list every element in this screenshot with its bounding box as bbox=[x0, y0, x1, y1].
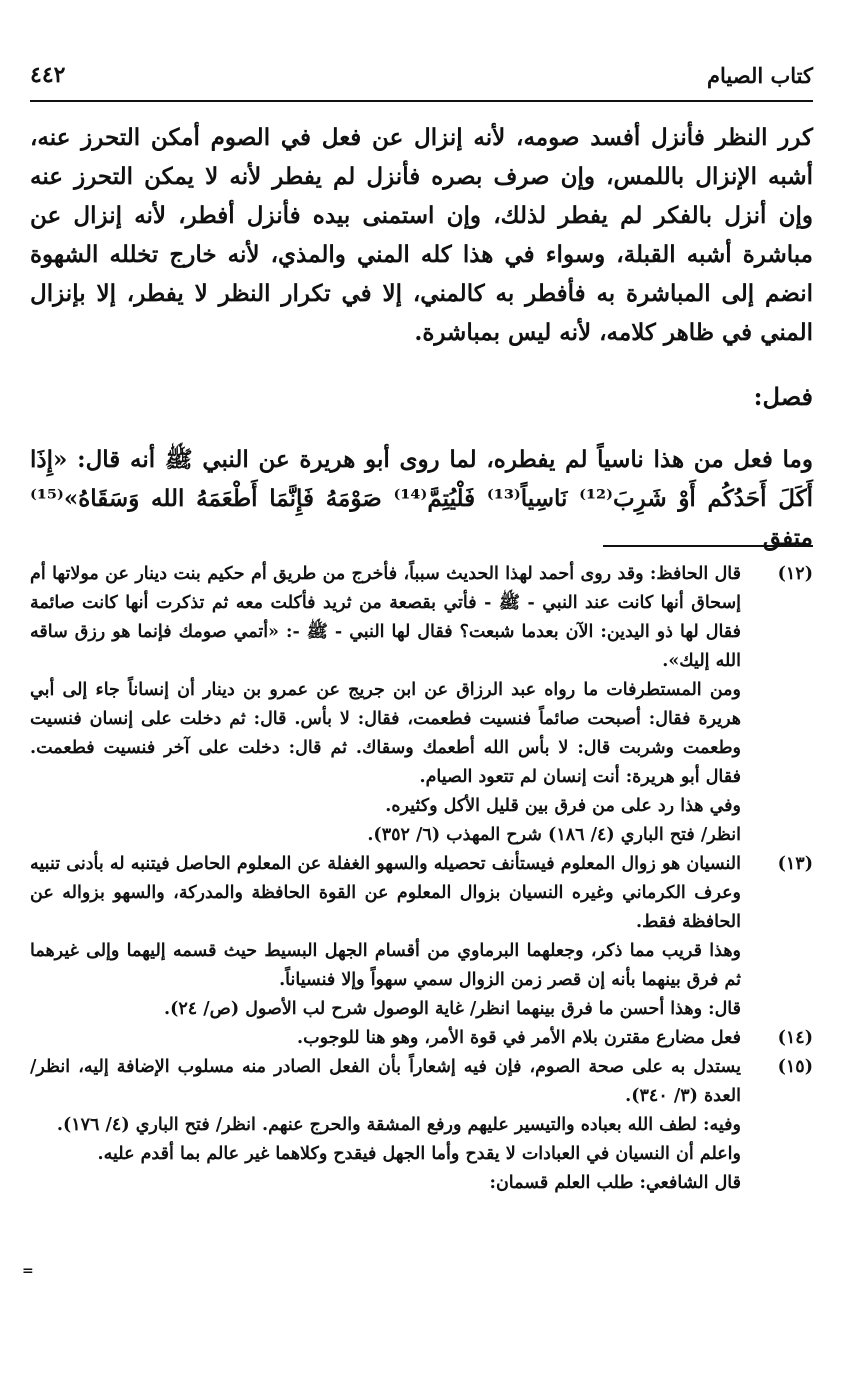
header-divider bbox=[30, 100, 813, 102]
footnote-paragraph: فعل مضارع مقترن بلام الأمر في قوة الأمر، وهو هنا للوجوب. bbox=[297, 1028, 741, 1048]
footnote-divider bbox=[603, 545, 813, 547]
footnote-number: (١٤) bbox=[777, 1028, 813, 1048]
main-body-text bbox=[30, 118, 813, 352]
section-paragraph: وما فعل من هذا ناسياً لم يفطره، لما روى أبو هريرة عن النبي ﷺ أنه قال: «إِذَا أَكَلَ أَحَدُكُم أَوْ شَرِبَ⁽¹²⁾ نَاسِياً⁽¹³⁾ فَلْيُتِمَّ⁽¹⁴⁾ صَوْمَهُ فَإِنَّمَا أَطْعَمَهُ الله وَسَقَاهُ»⁽¹⁵⁾ متفق bbox=[30, 446, 813, 551]
footnote-paragraph: النسيان هو زوال المعلوم فيستأنف تحصيله والسهو الغفلة عن المعلوم الحاصل فيتنبه له بأدنى تنبيه وعرف الكرماني وغيره النسيان بزوال المعلوم عن القوة الحافظة والمدركة، والسهو بزواله عن الحافظة فقط. bbox=[30, 854, 741, 932]
page-header bbox=[30, 52, 813, 98]
footnote-body bbox=[30, 1053, 741, 1198]
footnote-14 bbox=[30, 1024, 813, 1053]
footnote-paragraph: وهذا قريب مما ذكر، وجعلهما البرماوي من أقسام الجهل البسيط حيث قسمه إليهما وإلى غيرهما ثم فرق بينهما بأنه إن قصر زمن الزوال سمي سهواً وإلا فنسياناً. bbox=[30, 941, 741, 990]
footnote-body bbox=[30, 560, 741, 850]
footnote-15 bbox=[30, 1053, 813, 1198]
footnote-paragraph: وفي هذا رد على من فرق بين قليل الأكل وكثيره. bbox=[385, 796, 741, 816]
footnote-paragraph: قال: وهذا أحسن ما فرق بينهما انظر/ غاية الوصول شرح لب الأصول (ص/ ٢٤). bbox=[164, 999, 741, 1019]
main-paragraph: كرر النظر فأنزل أفسد صومه، لأنه إنزال عن فعل في الصوم أمكن التحرز عنه، أشبه الإنزال باللمس، وإن صرف بصره فأنزل لم يفطر لأنه لا يمكن التحرز عنه وإن أنزل بالفكر لم يفطر لذلك، وإن استمنى بيده فأنزل أفطر، لأنه إنزال عن مباشرة أشبه القبلة، وسواء في هذا كله المني والمذي، لأنه خارج تخلله الشهوة انضم إلى المباشرة به فأفطر به كالمني، إلا في تكرار النظر لا يفطر، إلا بإنزال المني في ظاهر كلامه، لأنه ليس بمباشرة. bbox=[30, 124, 813, 346]
footnote-paragraph: قال الحافظ: وقد روى أحمد لهذا الحديث سبباً، فأخرج من طريق أم حكيم بنت دينار عن مولاتها أم إسحاق أنها كانت عند النبي - ﷺ - فأتي بقصعة من ثريد فأكلت معه ثم تذكرت أنها كانت صائمة فقال لها ذو اليدين: الآن بعدما شبعت؟ فقال لها النبي - ﷺ -: «أتمي صومك فإنما هو رزق ساقه الله إليك». bbox=[30, 564, 741, 671]
footnote-paragraph: انظر/ فتح الباري (٤/ ١٨٦) شرح المهذب (٦/ ٣٥٢). bbox=[367, 825, 741, 845]
footnote-body bbox=[30, 1024, 741, 1053]
section-body-text bbox=[30, 440, 813, 557]
footnote-paragraph: واعلم أن النسيان في العبادات لا يقدح وأما الجهل فيقدح وكلاهما غير عالم بما أقدم عليه. bbox=[97, 1144, 741, 1164]
footnote-paragraph: يستدل به على صحة الصوم، فإن فيه إشعاراً بأن الفعل الصادر منه مسلوب الإضافة إليه، انظر/ العدة (٣/ ٣٤٠). bbox=[30, 1057, 741, 1106]
book-title: كتاب الصيام bbox=[707, 62, 813, 88]
footnote-paragraph: قال الشافعي: طلب العلم قسمان: bbox=[489, 1173, 741, 1193]
page-margin-mark: = bbox=[22, 1263, 34, 1279]
page-number: ٤٤٢ bbox=[30, 62, 66, 88]
footnote-body bbox=[30, 850, 741, 1024]
footnote-13 bbox=[30, 850, 813, 1024]
footnote-number: (١٣) bbox=[777, 854, 813, 874]
footnote-number: (١٢) bbox=[777, 564, 813, 584]
footnote-paragraph: وفيه: لطف الله بعباده والتيسير عليهم ورفع المشقة والحرج عنهم. انظر/ فتح الباري (٤/ ١٧٦). bbox=[56, 1115, 741, 1135]
footnote-12 bbox=[30, 560, 813, 850]
section-heading: فصل: bbox=[753, 382, 813, 411]
footnote-number: (١٥) bbox=[777, 1057, 813, 1077]
footnotes bbox=[30, 560, 813, 1198]
footnote-paragraph: ومن المستطرفات ما رواه عبد الرزاق عن ابن جريج عن عمرو بن دينار أن إنساناً جاء إلى أبي هريرة فقال: أصبحت صائماً فنسيت فطعمت، فقال: لا بأس. قال: ثم دخلت على إنسان فنسيت وطعمت وشربت قال: لا بأس الله أطعمك وسقاك. ثم قال: دخلت على آخر فنسيت فطعمت. فقال أبو هريرة: أنت إنسان لم تتعود الصيام. bbox=[30, 680, 741, 787]
